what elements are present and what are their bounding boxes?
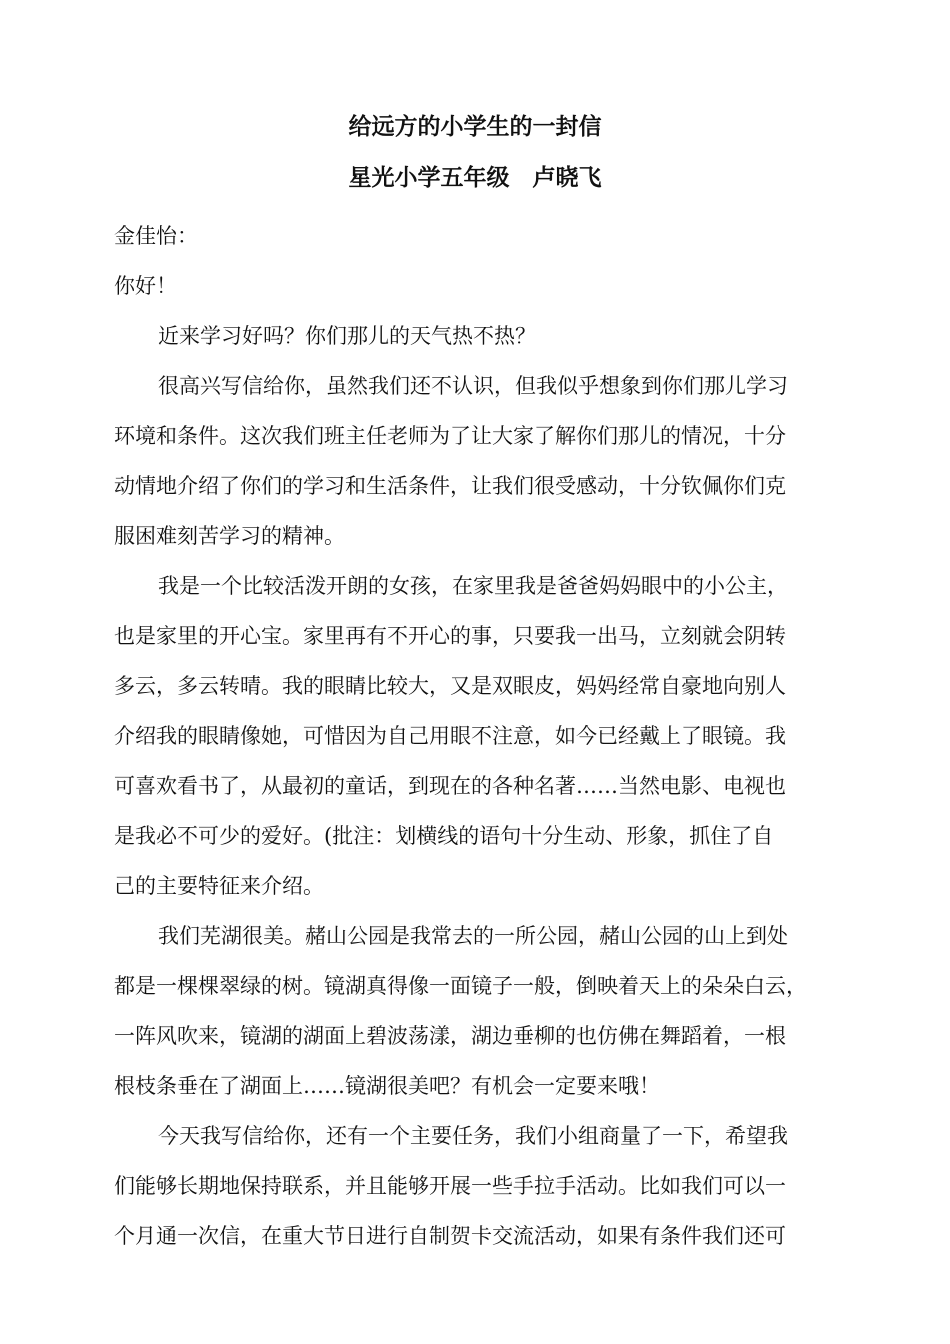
text-line: 服困难刻苦学习的精神。 — [114, 524, 345, 548]
text-line: 都是一棵棵翠绿的树。镜湖真得像一面镜子一般，倒映着天上的朵朵白云， — [114, 974, 807, 998]
text-line: 介绍我的眼睛像她，可惜因为自己用眼不注意，如今已经戴上了眼镜。我 — [114, 724, 786, 748]
text-line: 可喜欢看书了，从最初的童话，到现在的各种名著……当然电影、电视也 — [114, 774, 786, 798]
text-line: 一阵风吹来，镜湖的湖面上碧波荡漾，湖边垂柳的也仿佛在舞蹈着，一根 — [114, 1024, 786, 1048]
text-line: 个月通一次信，在重大节日进行自制贺卡交流活动，如果有条件我们还可 — [114, 1224, 786, 1248]
text-line: 根枝条垂在了湖面上……镜湖很美吧？有机会一定要来哦！ — [114, 1074, 660, 1098]
text-line: 环境和条件。这次我们班主任老师为了让大家了解你们那儿的情况，十分 — [114, 424, 786, 448]
text-line: 也是家里的开心宝。家里再有不开心的事，只要我一出马，立刻就会阴转 — [114, 624, 786, 648]
letter-title: 给远方的小学生的一封信 — [348, 113, 602, 140]
letter-lines — [114, 311, 844, 1261]
text-line: 动情地介绍了你们的学习和生活条件，让我们很受感动，十分钦佩你们克 — [114, 474, 786, 498]
text-line: 今天我写信给你，还有一个主要任务，我们小组商量了一下，希望我 — [158, 1124, 788, 1148]
text-line: 们能够长期地保持联系，并且能够开展一些手拉手活动。比如我们可以一 — [114, 1174, 786, 1198]
text-line: 很高兴写信给你，虽然我们还不认识，但我似乎想象到你们那儿学习 — [158, 374, 788, 398]
author-line: 星光小学五年级 卢晓飞 — [348, 164, 602, 191]
letter-body — [114, 211, 844, 1261]
text-line: 是我必不可少的爱好。(批注：划横线的语句十分生动、形象，抓住了自 — [114, 824, 774, 848]
text-line: 己的主要特征来介绍。 — [114, 874, 324, 898]
greeting: 你好！ — [114, 274, 177, 298]
text-line: 多云，多云转晴。我的眼睛比较大，又是双眼皮，妈妈经常自豪地向别人 — [114, 674, 786, 698]
text-line: 近来学习好吗？你们那儿的天气热不热？ — [158, 324, 536, 348]
text-line: 我们芜湖很美。赭山公园是我常去的一所公园，赭山公园的山上到处 — [158, 924, 788, 948]
salutation: 金佳怡： — [114, 224, 198, 248]
text-line: 我是一个比较活泼开朗的女孩，在家里我是爸爸妈妈眼中的小公主， — [158, 574, 788, 598]
